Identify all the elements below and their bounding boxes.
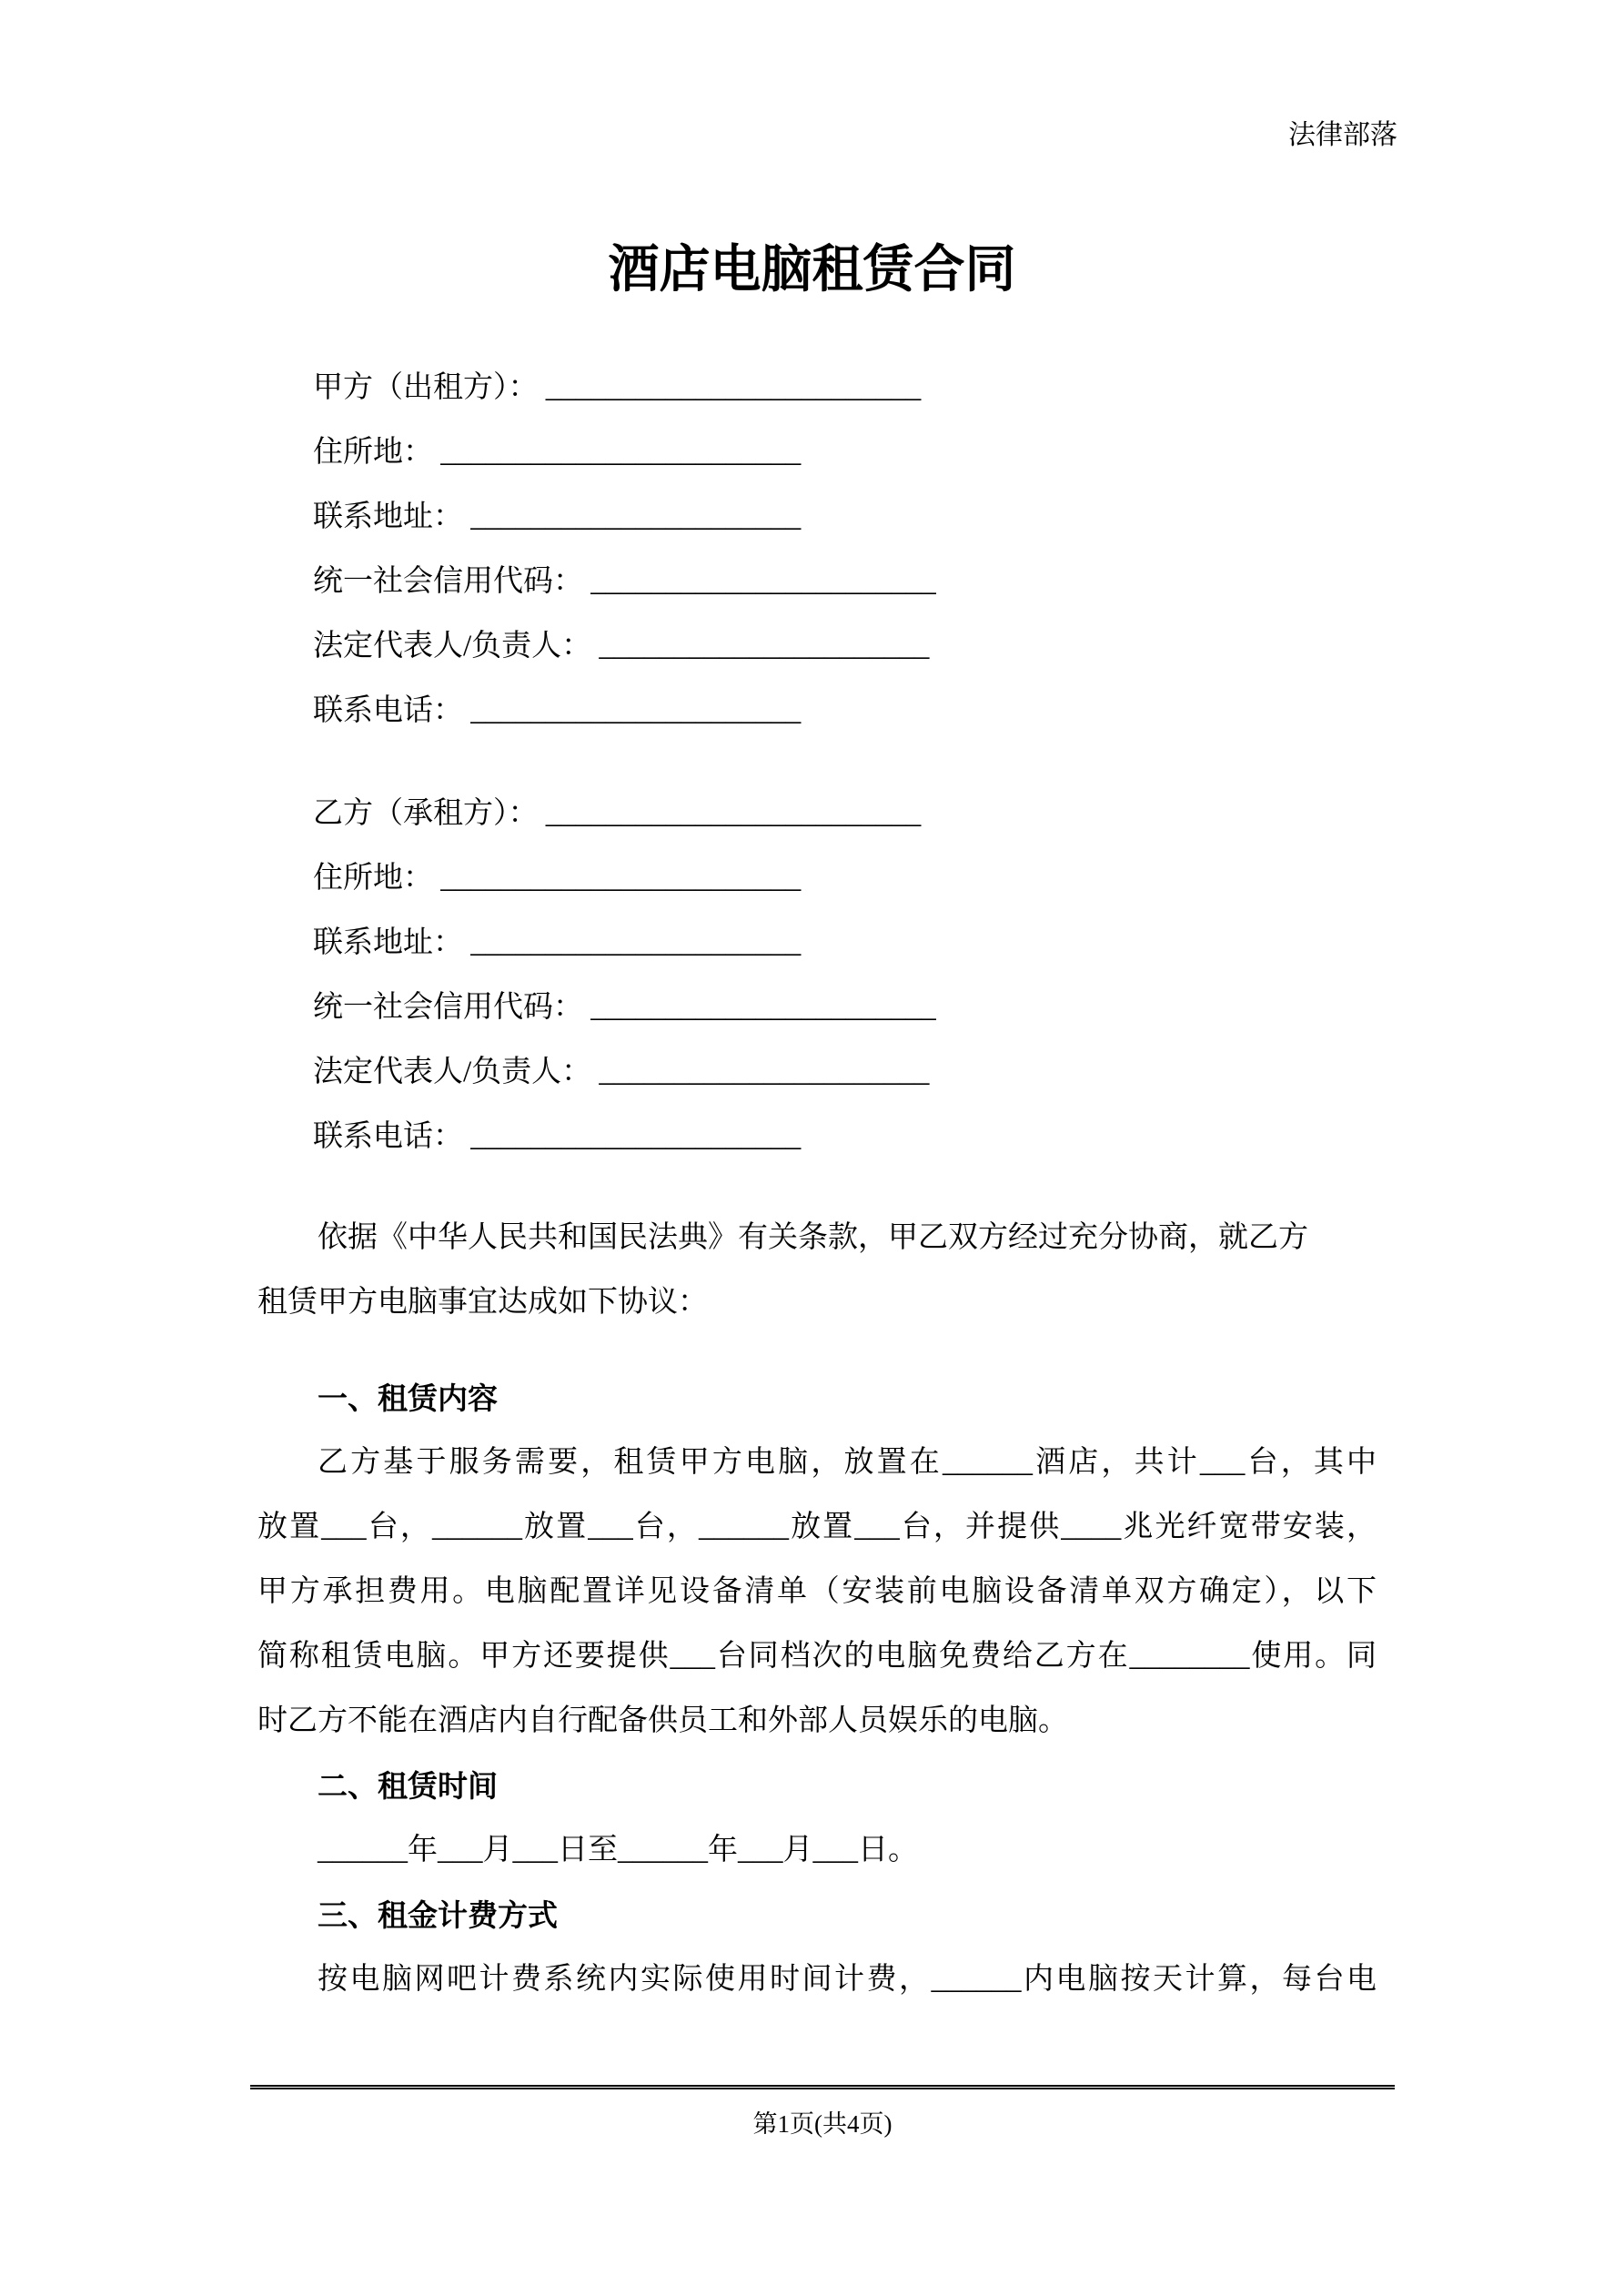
field-row xyxy=(313,782,1377,846)
field-label: 统一社会信用代码： xyxy=(313,565,583,598)
paragraph-line: 乙方基于服务需要，租赁甲方电脑，放置在______酒店，共计___台，其中 xyxy=(318,1446,1377,1479)
field-label: 甲方（出租方）： xyxy=(313,371,539,404)
field-row xyxy=(313,679,1377,743)
field-label: 统一社会信用代码： xyxy=(313,991,583,1024)
contract-body xyxy=(257,356,1377,2012)
field-row xyxy=(313,976,1377,1040)
section-heading-3: 三、租金计费方式 xyxy=(318,1898,558,1932)
field-label: 住所地： xyxy=(313,436,433,469)
field-blank: _________________________ xyxy=(545,371,922,404)
section-heading-1: 一、租赁内容 xyxy=(318,1381,498,1415)
field-row xyxy=(313,485,1377,550)
page-number: 第1页(共4页) xyxy=(752,2110,893,2138)
paragraph-line: 租赁甲方电脑事宜达成如下协议： xyxy=(257,1286,708,1319)
field-label: 联系电话： xyxy=(313,694,463,727)
intro-paragraph xyxy=(257,1206,1377,1335)
party-b-fields xyxy=(257,782,1377,1169)
header-watermark: 法律部落 xyxy=(1288,120,1397,150)
paragraph-line: 甲方承担费用。电脑配置详见设备清单（安装前电脑设备清单双方确定），以下 xyxy=(257,1575,1377,1608)
field-blank: ______________________ xyxy=(470,926,802,959)
paragraph-line: 简称租赁电脑。甲方还要提供___台同档次的电脑免费给乙方在________使用。同 xyxy=(257,1640,1377,1673)
field-label: 住所地： xyxy=(313,862,433,895)
field-row xyxy=(313,356,1377,420)
doc-header xyxy=(0,0,1624,161)
field-row xyxy=(313,420,1377,485)
field-row xyxy=(313,911,1377,976)
field-label: 乙方（承租方）： xyxy=(313,797,539,830)
paragraph-line: ______年___月___日至______年___月___日。 xyxy=(318,1834,918,1866)
field-label: 联系电话： xyxy=(313,1120,463,1153)
field-row xyxy=(313,550,1377,614)
field-blank: ______________________ xyxy=(599,630,930,663)
party-a-fields xyxy=(257,356,1377,743)
field-blank: ______________________ xyxy=(470,694,802,727)
field-blank: _______________________ xyxy=(590,565,936,598)
paragraph-line: 按电脑网吧计费系统内实际使用时间计费，______内电脑按天计算，每台电 xyxy=(318,1963,1377,1996)
field-label: 法定代表人/负责人： xyxy=(313,1056,592,1088)
field-label: 联系地址： xyxy=(313,501,463,533)
paragraph-line: 时乙方不能在酒店内自行配备供员工和外部人员娱乐的电脑。 xyxy=(257,1704,1068,1737)
paragraph-line: 依据《中华人民共和国民法典》有关条款，甲乙双方经过充分协商，就乙方 xyxy=(318,1221,1308,1254)
field-row xyxy=(313,1040,1377,1105)
field-label: 法定代表人/负责人： xyxy=(313,630,592,663)
field-blank: ______________________ xyxy=(470,1120,802,1153)
field-blank: ______________________ xyxy=(470,501,802,533)
field-row xyxy=(313,846,1377,911)
page-footer xyxy=(250,2085,1395,2142)
field-blank: ________________________ xyxy=(440,862,802,895)
field-label: 联系地址： xyxy=(313,926,463,959)
page-title: 酒店电脑租赁合同 xyxy=(608,242,1016,298)
field-blank: ______________________ xyxy=(599,1056,930,1088)
field-blank: _______________________ xyxy=(590,991,936,1024)
paragraph-line: 放置___台，______放置___台，______放置___台，并提供____兆光纤宽带安装， xyxy=(257,1511,1377,1543)
field-row xyxy=(313,1105,1377,1169)
field-row xyxy=(313,614,1377,679)
field-blank: ________________________ xyxy=(440,436,802,469)
section-heading-2: 二、租赁时间 xyxy=(318,1769,498,1803)
field-blank: _________________________ xyxy=(545,797,922,830)
